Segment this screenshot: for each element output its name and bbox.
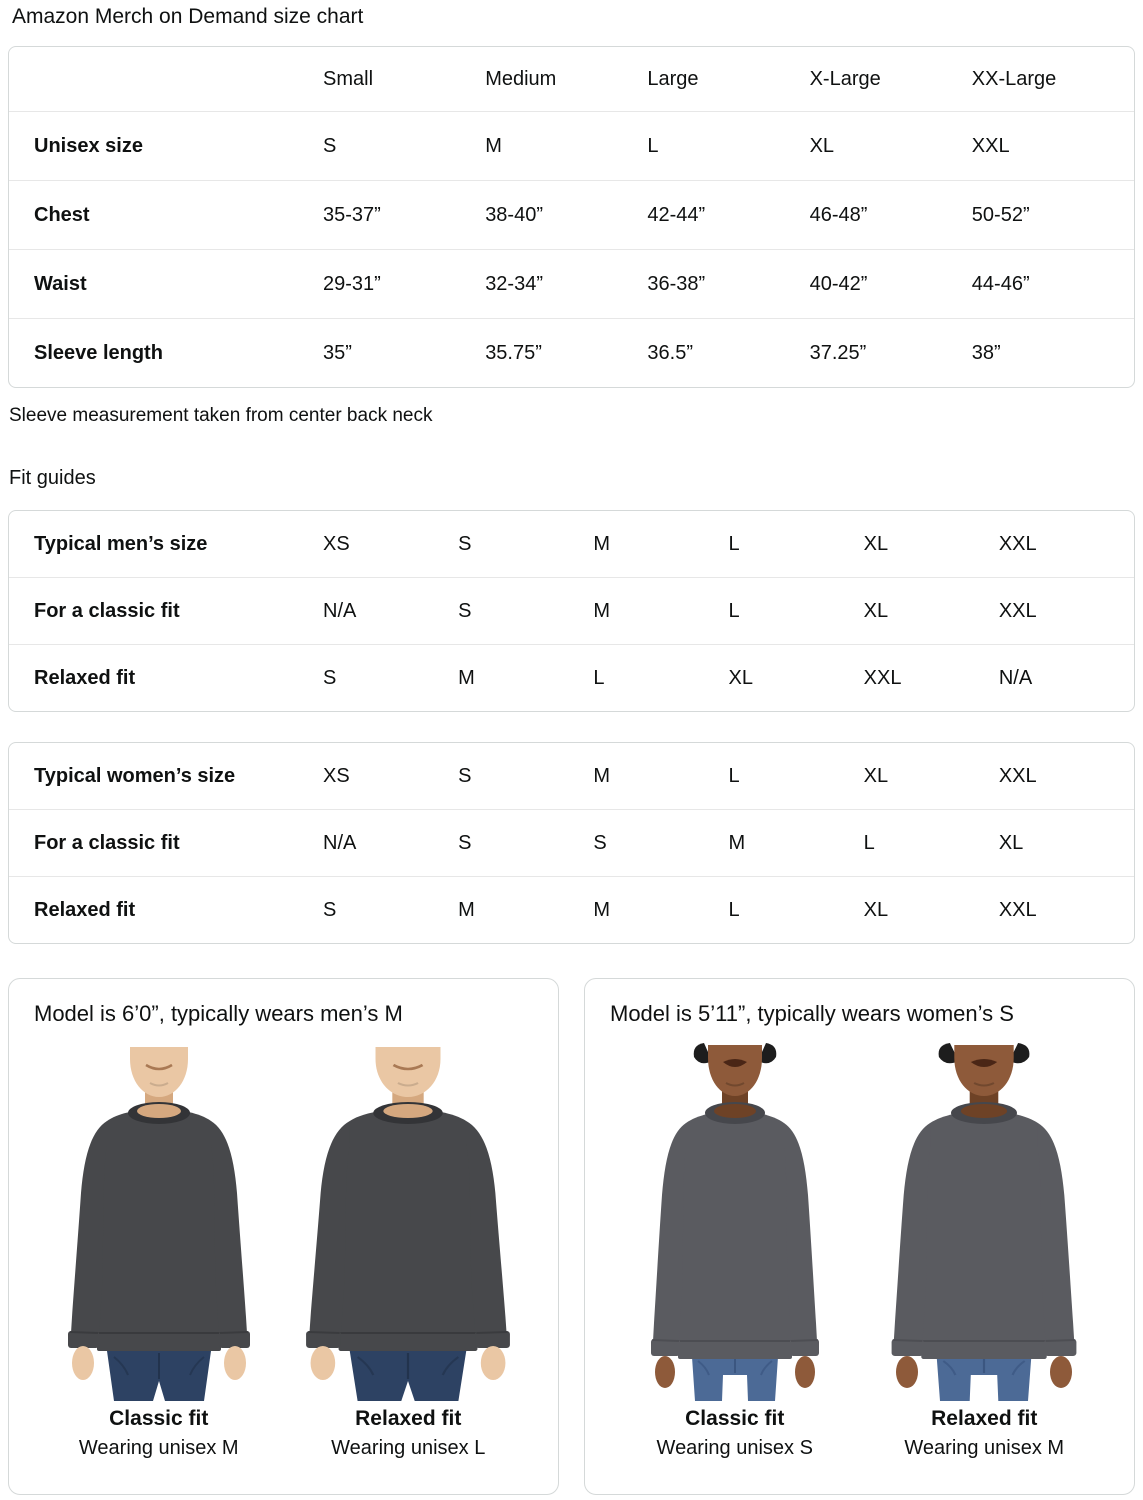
classic-fit-figure	[41, 1041, 277, 1460]
cell: M	[593, 764, 610, 787]
cell: 36.5”	[647, 341, 693, 364]
wearing-label: Wearing unisex S	[656, 1437, 813, 1459]
cell: XL	[863, 764, 889, 787]
cell: S	[458, 532, 472, 555]
womens-model-card	[584, 978, 1135, 1495]
female-model-classic-photo	[620, 1041, 850, 1401]
cell: L	[647, 134, 659, 157]
table-header-row	[9, 47, 1134, 111]
column-header-large: Large	[647, 67, 699, 90]
womens-fit-guide-table	[8, 742, 1135, 944]
cell: XL	[863, 599, 889, 622]
cell: S	[458, 599, 472, 622]
fit-label: Classic fit	[685, 1407, 785, 1430]
classic-fit-figure	[617, 1041, 853, 1460]
row-label: Unisex size	[34, 134, 143, 157]
row-label: Relaxed fit	[34, 666, 136, 689]
cell: XS	[323, 532, 350, 555]
sleeve-measurement-note: Sleeve measurement taken from center back neck	[9, 405, 433, 426]
table-row	[9, 876, 1134, 943]
mens-fit-guide-table	[8, 510, 1135, 712]
fit-guides-heading: Fit guides	[9, 467, 96, 489]
cell: N/A	[998, 666, 1033, 689]
row-label: Typical men’s size	[34, 532, 208, 555]
wearing-label: Wearing unisex M	[78, 1437, 239, 1459]
figures-row	[610, 1041, 1109, 1460]
column-header-medium: Medium	[485, 67, 557, 90]
table-row	[9, 511, 1134, 577]
row-label: Waist	[34, 272, 87, 295]
row-label: Sleeve length	[34, 341, 163, 364]
cell: 40-42”	[809, 272, 868, 295]
column-header-xxlarge: XX-Large	[971, 67, 1057, 90]
row-label: Chest	[34, 203, 90, 226]
cell: 38”	[971, 341, 1001, 364]
cell: XXL	[998, 599, 1037, 622]
cell: XXL	[863, 666, 902, 689]
cell: XS	[323, 764, 350, 787]
cell: L	[728, 532, 740, 555]
cell: XL	[998, 831, 1024, 854]
cell: 32-34”	[485, 272, 543, 295]
fit-label: Relaxed fit	[355, 1407, 462, 1430]
cell: XL	[863, 532, 889, 555]
model-cards	[8, 978, 1135, 1495]
male-model-relaxed-photo	[293, 1041, 523, 1401]
cell: M	[458, 666, 475, 689]
table-row	[9, 249, 1134, 318]
wearing-label: Wearing unisex M	[904, 1437, 1065, 1459]
cell: XXL	[998, 532, 1037, 555]
row-label: For a classic fit	[34, 831, 180, 854]
cell: 50-52”	[971, 203, 1030, 226]
cell: L	[728, 898, 740, 921]
cell: L	[728, 599, 740, 622]
cell: XXL	[998, 764, 1037, 787]
cell: L	[728, 764, 740, 787]
column-header-xlarge: X-Large	[809, 67, 881, 90]
cell: 35.75”	[485, 341, 542, 364]
cell: 29-31”	[323, 272, 381, 295]
fit-label: Classic fit	[109, 1407, 209, 1430]
table-row	[9, 111, 1134, 180]
cell: XXL	[998, 898, 1037, 921]
cell: L	[863, 831, 875, 854]
cell: 36-38”	[647, 272, 706, 295]
table-row	[9, 318, 1134, 387]
cell: M	[458, 898, 475, 921]
table-row	[9, 180, 1134, 249]
row-label: For a classic fit	[34, 599, 180, 622]
table-row	[9, 644, 1134, 711]
figures-row	[34, 1041, 533, 1460]
table-row	[9, 577, 1134, 644]
female-model-relaxed-photo	[869, 1041, 1099, 1401]
fit-label: Relaxed fit	[931, 1407, 1038, 1430]
cell: XXL	[971, 134, 1010, 157]
cell: S	[458, 831, 472, 854]
male-model-classic-photo	[44, 1041, 274, 1401]
cell: XL	[863, 898, 889, 921]
cell: N/A	[323, 831, 357, 854]
cell: S	[323, 666, 337, 689]
cell: 46-48”	[809, 203, 868, 226]
cell: M	[728, 831, 746, 854]
cell: M	[593, 532, 610, 555]
cell: 38-40”	[485, 203, 543, 226]
cell: S	[458, 764, 472, 787]
cell: N/A	[323, 599, 357, 622]
cell: M	[593, 599, 610, 622]
cell: M	[485, 134, 502, 157]
cell: L	[593, 666, 605, 689]
cell: S	[593, 831, 607, 854]
cell: 35”	[323, 341, 352, 364]
cell: S	[323, 898, 337, 921]
cell: 42-44”	[647, 203, 706, 226]
table-row	[9, 743, 1134, 809]
cell: 44-46”	[971, 272, 1030, 295]
relaxed-fit-figure	[866, 1041, 1102, 1460]
cell: XL	[809, 134, 835, 157]
cell: 37.25”	[809, 341, 867, 364]
column-header-small: Small	[323, 67, 374, 90]
cell: 35-37”	[323, 203, 381, 226]
card-heading: Model is 5’11”, typically wears women’s S	[610, 1001, 1014, 1026]
cell: XL	[728, 666, 753, 689]
page-title: Amazon Merch on Demand size chart	[12, 5, 364, 28]
table-row	[9, 809, 1134, 876]
row-label: Typical women’s size	[34, 764, 236, 787]
relaxed-fit-figure	[290, 1041, 526, 1460]
cell: M	[593, 898, 610, 921]
wearing-label: Wearing unisex L	[331, 1437, 486, 1459]
mens-model-card	[8, 978, 559, 1495]
card-heading: Model is 6’0”, typically wears men’s M	[34, 1001, 403, 1026]
row-label: Relaxed fit	[34, 898, 136, 921]
size-measurements-table	[8, 46, 1135, 388]
cell: S	[323, 134, 337, 157]
